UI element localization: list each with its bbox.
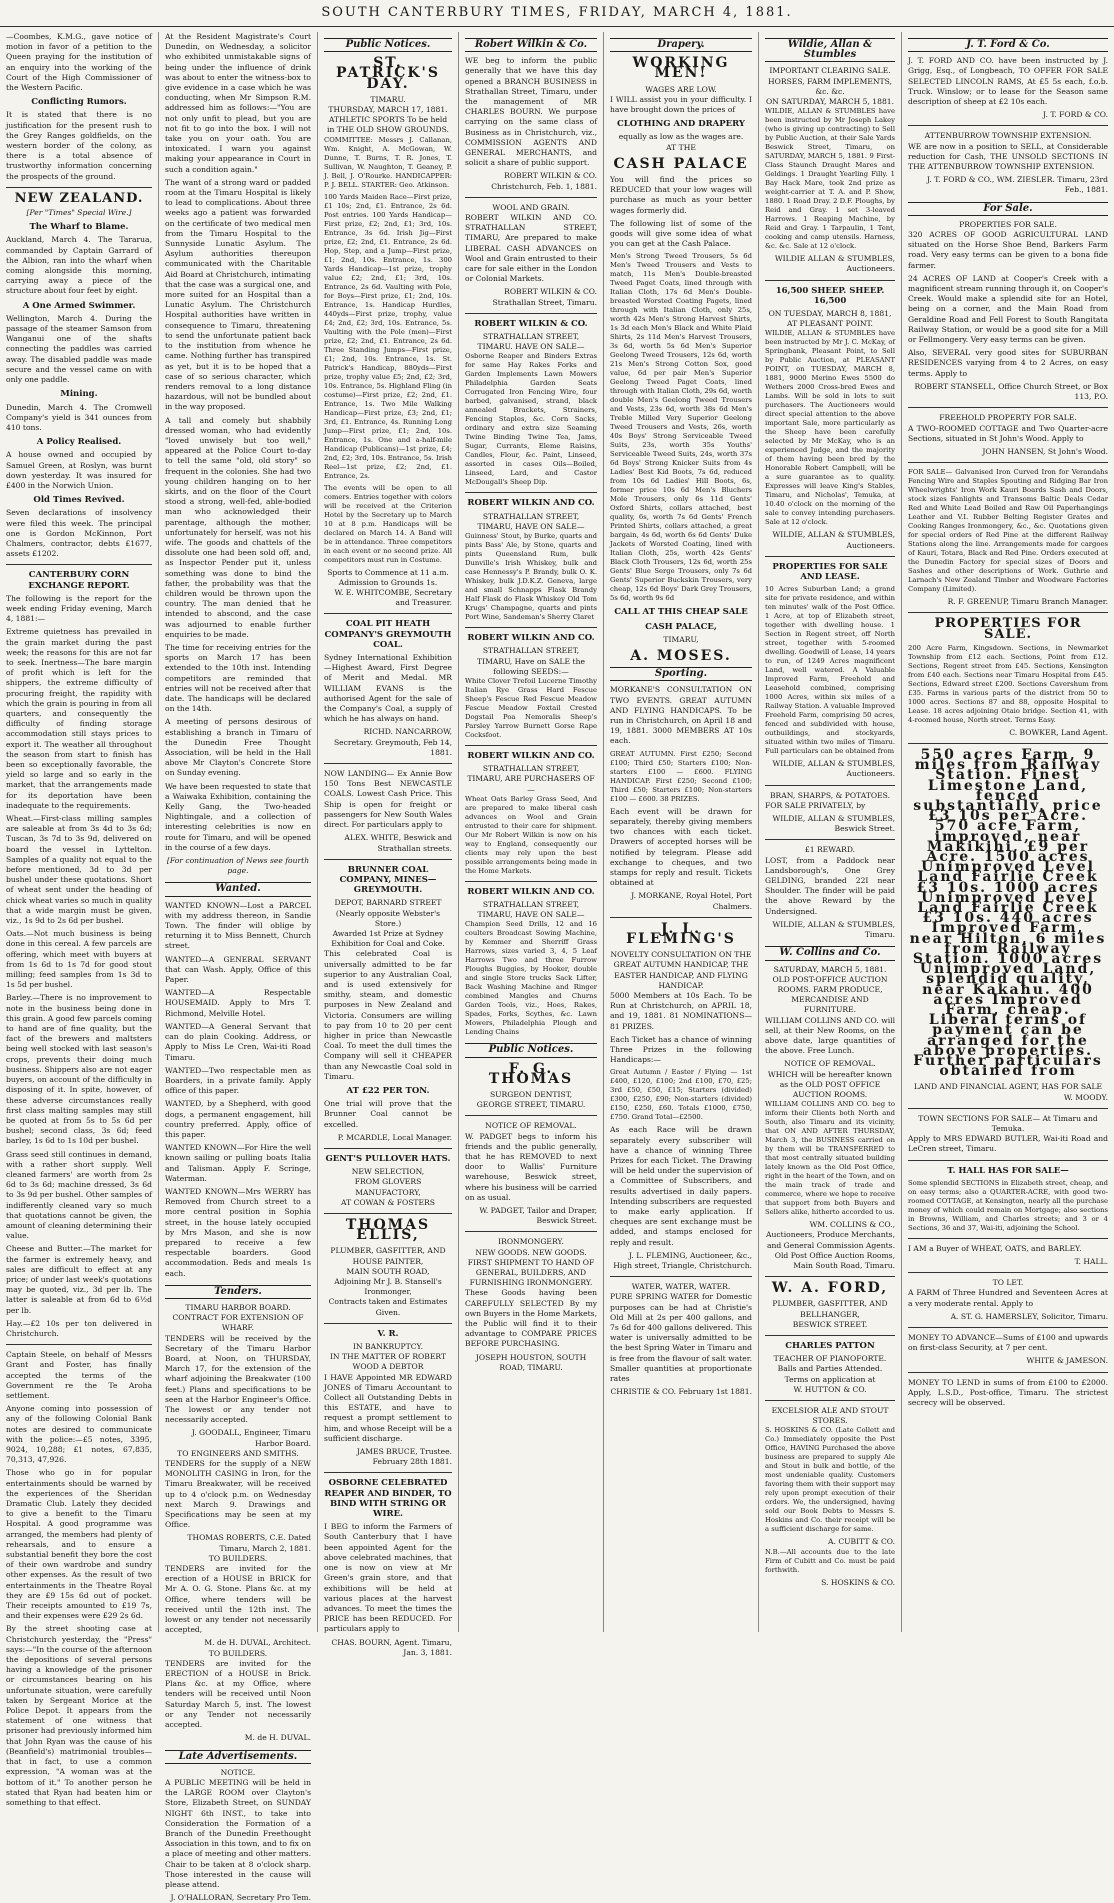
ad-body: WILDIE, ALLAN & STUMBLES have been instructed by Mr Joseph Lakey (who is giving up contracting) to Sell by Public Auction, at their Sale Yards Beswick Street, Timaru, on SATURDAY, MARCH 5, 1881. 9 First-Class Staunch Draught Mares and Geldings. 1 Draught Yearling Filly. 1 Bay Hack Mare, took 2nd prize as weight-carrier at T. A. and P. Show, 1880. 1 Road Dray. 2 D.F. Ploughs, by Reid and Gray. 1 set 3-leaved Harrows. 1 Reaping Machine, by Reid and Gray. 1 Tarpaulin, 1 Tent, cooking and camp utensils. Harness, &c. &c. Sale at 12 o'clock. <box>765 107 895 251</box>
classified-ad: WANTED KNOWN—Lost a PARCEL with my address thereon, in Sandie Town. The finder will oblige by returning it to Miss Bennett, Church street. <box>165 900 311 951</box>
ad-body: I HAVE Appointed MR EDWARD JONES of Timaru Accountant to Collect all Outstanding Debts in this ESTATE, and have to request a prompt settlement to him, and whose Receipt will be a sufficient discharge. <box>324 1372 452 1443</box>
divider <box>908 743 1108 744</box>
ad-signature: WM. COLLINS & CO., Auctioneers, Produce Merchants, and General Commission Agents. Old Post Office Auction Rooms, Main South Road, Timaru. <box>766 1220 895 1270</box>
divider <box>324 1213 452 1214</box>
ad-signature: J. O'HALLORAN, Secretary Pro Tem. <box>170 1893 311 1903</box>
ad-signature: WILDIE, ALLAN & STUMBLES, Timaru. <box>772 919 895 940</box>
ad-heading: T. HALL HAS FOR SALE— <box>947 1165 1069 1176</box>
ad-signature: WILDIE ALLAN & STUMBLES, Auctioneers. <box>774 254 895 274</box>
ad-signature: JOSEPH HOUSTON, SOUTH ROAD, TIMARU. <box>475 1352 587 1372</box>
section-header-drapery: Drapery. <box>610 38 752 52</box>
ad-line: Contracts taken and Estimates Given. <box>328 1297 448 1317</box>
ad-signature: CHAS. BOURN, Agent. Timaru, Jan. 3, 1881. <box>331 1637 452 1657</box>
paragraph: Seven declarations of insolvency were filed this week. The principal one is Gordon McKinnon, Port Chalmers, contractor, debts £1677, assets £1202. <box>6 508 152 559</box>
ad-line: W. HUTTON & CO. <box>793 1384 867 1394</box>
ad-body: I AM a Buyer of WHEAT, OATS, and BARLEY. <box>908 1243 1082 1253</box>
ad-line: WHICH will be hereafter known as the OLD POST OFFICE AUCTION ROOMS. <box>767 1069 893 1099</box>
divider <box>465 881 597 882</box>
ad-line: FIRST SHIPMENT TO HAND OF GENERAL, BUILDERS, AND FURNISHING IRONMONGERY. <box>467 1257 595 1288</box>
ad-body: 10 Acres Suburban Land; a grand site for private residence, and within ten minutes' walk of the Post Office. 1 Acre, at top of Elizabeth street, together with dwelling house. 1 Section in Regent street, off North street, together with 5-roomed dwelling. Goodwill of Lease, 14 years to run, of 1249 Acres magnificent Land, well watered. A Valuable Improved Farm, Freehold and Leasehold combined, comprising 1000 Acres, within six miles of a Railway Station. A valuable Improved Freehold Farm, comprising 50 acres, fenced and subdivided with house, outbuildings, and stockyards, situated within two miles of Timaru. Full particulars can be obtained from <box>765 585 895 756</box>
ad-body: Osborne Reaper and Binders Extras for same Hay Rakes Forks and Garden Implements Lawn Mowers Philadelphia Garden Seats Corrugated Iron Fencing Wire, four barbed, galvanised, strand, black annealed Brackets, Strainers, Fencing Staples, &c. Corn Sacks, ordinary and extra size Seaming Twine Binding Twine Tea, Jams, Sugar, Currants, Eleme Raisins, Candles, Flour, &c. Paint, Linseed, assorted in cases Oils—Boiled, Linseed, Lard, and Castor McDougall's Sheep Dip. <box>465 352 597 487</box>
ad-body: NOW LANDING— Ex Annie Bow 150 Tons Best NEWCASTLE COALS. Lowest Cash Price. This Ship is open for freight or passengers for New South Wales direct. For particulars apply to <box>324 769 452 830</box>
ad-line: SATURDAY, MARCH 5, 1881. <box>773 964 887 974</box>
ad-body: The following list of some of the goods will give some idea of what you can get at the Cash Palace. <box>610 218 752 249</box>
section-header-robert-wilkin: Robert Wilkin & Co. <box>465 38 597 52</box>
ad-heading: BRUNNER COAL COMPANY, MINES—GREYMOUTH. <box>339 864 437 896</box>
paragraph: The want of a strong ward or padded room at the Timaru Hospital is likely to lead to complications. About three weeks ago a patient was forwarded on the certificate of two medical men from the Timaru Hospital to the Sunnyside Lunatic Asylum. The Asylum authorities thereupon communicated with the Charitable Aid Board at Christchurch, intimating that the case was a surgical one, and more suited for an Hospital than a Lunatic Asylum. The Christchurch Hospital authorities have written in consequence to Timaru, threatening to send the unfortunate patient back to the institution from whence he came. Nothing further has transpired as yet, but it is to be hoped that a case of so serious character, which renders removal to a long distance hazardous, will not be bundled about in the way proposed. <box>165 177 311 412</box>
classified-ad: WANTED, by a Shepherd, with good dogs, a permanent engagement, hill country preferred. Apply, office of this paper. <box>165 1099 311 1139</box>
divider <box>908 612 1108 613</box>
paragraph: Grass seed still continues in demand, with a rather short supply. Well cleaned farmers' are worth from 2s 6d to 3s 6d; machine dressed, 3s 6d to 3s 9d per bushel. Other samples of indifferently cleaned vary so much that quotations cannot be given, the amount of cleaning determining their value. <box>6 1149 152 1241</box>
column-5 <box>603 32 758 1632</box>
ad-heading: PROPERTIES FOR SALE AND LEASE. <box>772 561 888 583</box>
ad-body: WILLIAM COLLINS AND CO. beg to inform their Clients both North and South, also Timaru and its vicinity, that ON AND AFTER THURSDAY, March 3, the BUSINESS carried on by them will be TRANSFERRED to that most centrally situated building lately known as the Old Post Office, right in the heart of the Town, and on the main track of trade and commerce, where we hope to receive that support from both Buyers and Sellers alike, hitherto accorded to us. <box>765 1100 895 1217</box>
ad-signature: P. MCARDLE, Local Manager. <box>337 1132 452 1142</box>
ad-body: 200 Acre Farm, Kingsdown. Sections, in Newmarket Township from £12 each. Sections, Point from £12. Sections, Regent street from £45. Sections, Kensington from £40 each. Sections near Timaru Hospital from £45. Sections, Edward street £200. Sections Cavershum from £35. Farms in various parts of the district from 50 to 1000 acres. Sections 87 and 88, opposite Hospital to Lease. 18 acres adjoining Otaio bridge. Section 41, with 4-roomed house, North street. Terms Easy. <box>908 643 1108 724</box>
ad-heading: TO LET. <box>992 1278 1024 1288</box>
section-title: NEW ZEALAND. <box>14 190 144 206</box>
ad-line: THURSDAY, MARCH 17, 1881. <box>328 105 448 115</box>
paragraph: The time for receiving entries for the sports on March 17 has been extended to the 10th inst. Intending competitors are reminded that entries will not be received after that date. The handicaps will be declared on the 14th. <box>165 642 311 714</box>
ad-line: IN BANKRUPTCY. <box>353 1342 423 1352</box>
ad-body: FOR SALE PRIVATELY, by <box>765 800 866 810</box>
paragraph: Cheese and Butter.—The market for the farmer is extremely heavy, and sales are difficult to effect at any price; of under last week's quotations may be quoted, viz., 3d per lb. The latter is saleable at from 6d to 6½d per lb. <box>6 1244 152 1315</box>
column-2 <box>158 32 317 1903</box>
ad-heading: ROBERT WILKIN & CO. <box>474 318 588 329</box>
ad-body: TENDERS are invited for the ERECTION of a HOUSE in Brick. Plans &c. at my Office, where tenders will be received until Noon Saturday March 5, inst. The lowest or any Tender not necessarily accepted. <box>165 1658 311 1730</box>
divider <box>465 197 597 198</box>
ad-line: PLUMBER, GASFITTER, AND HOUSE PAINTER, <box>330 1246 446 1266</box>
ad-body: MORKANE'S CONSULTATION ON TWO EVENTS. GREAT AUTUMN AND FLYING HANDICAPS. To be run in Christchurch, on April 18 and 19, 1881. 3000 MEMBERS AT 10s each. <box>610 685 752 746</box>
divider <box>908 1327 1108 1328</box>
ad-display-title: A. MOSES. <box>630 648 732 665</box>
ad-body: White Clover Trefoil Lucerne Timothy Italian Rye Grass Hard Fescue Sheep's Fescue Red Fescue Meadow Fescue Meadow Foxtail Crested Dogstail Poa Nemoralis Sheep's Parsley Yarrow Burnett Gorse Rape Cocksfoot. <box>465 676 597 739</box>
divider <box>765 839 895 840</box>
paragraph: Hay.—£2 10s per ton delivered in Christchurch. <box>6 1318 152 1338</box>
column-7 <box>901 32 1114 1632</box>
ad-body: J. T. FORD AND CO. have been instructed by J. Grigg, Esq., of Longbeach, TO OFFER FOR SALE SELECTED LINCOLN RAMS, At £5 5s each, f.o.b. Truck. Winslow; or to lease for the Season same description of sheep at £2 10s each. <box>908 56 1108 107</box>
ad-heading: ROBERT WILKIN AND CO. <box>467 633 595 644</box>
ad-signature: A. ST. G. HAMERSLEY, Solicitor, Timaru. <box>950 1311 1108 1321</box>
ad-body: TENDERS will be received by the Secretary of the Timaru Harbor Board, at Noon, on THURSDAY, March 17, for the extension of the wharf adjoining the Breakwater (100 feet.) Plans and specifications to be seen at the Harbor Engineer's Office. The lowest or any tender not necessarily accepted. <box>165 1333 311 1425</box>
divider <box>324 613 452 614</box>
ad-subheading: CONTRACT FOR EXTENSION OF WHARF. <box>172 1313 304 1333</box>
section-header-late-ads: Late Advertisements. <box>165 1750 311 1764</box>
masthead: SOUTH CANTERBURY TIMES, FRIDAY, MARCH 4, 1881. <box>0 0 1114 27</box>
divider <box>908 1238 1108 1239</box>
news-heading: Old Times Revived. <box>33 495 125 506</box>
ad-line: OLD POST-OFFICE AUCTION ROOMS. FARM PRODUCE, MERCANDISE AND FURNITURE. <box>772 974 888 1015</box>
paragraph: By the street shooting case at Christchurch yesterday, the "Press" says:—"In the course of the afternoon the depositions of several persons having a knowledge of the prisoner or circumstances bearing on his unfortunate situation, were carefully taken by Sergeant Morice at the Police Depot. It appears from the statement of one witness that prisoner had previously informed him that John Ryan was the cause of his (Beanfield's) matrimonial troubles—that in fact, to use a common expression, "A woman was at the bottom of it." To another person he stated that Ryan had beaten him or something to that effect. <box>6 1624 152 1807</box>
divider <box>610 1276 752 1277</box>
divider <box>908 1372 1108 1373</box>
ad-signature: W. PADGET, Tailor and Draper, Beswick Street. <box>479 1205 597 1226</box>
ad-signature: J. T. FORD & CO. <box>1043 110 1108 120</box>
classified-ad: WANTED KNOWN—For Hire the well known sailing or pulling boats Italia and Talisman. Apply F. Scringe, Waterman. <box>165 1143 311 1183</box>
ad-heading: EXCELSIOR ALE AND STOUT STORES. <box>771 1405 889 1426</box>
paragraph: Auckland, March 4. The Tararua, commanded by Captain Garrard of the Albion, ran into the wharf when coming alongside this morning, carrying away a piece of the structure about four feet by eight. <box>6 235 152 296</box>
ad-body: Apply to MRS EDWARD BUTLER, Wai-iti Road and LeCren street, Timaru. <box>908 1134 1108 1154</box>
ad-signature: A. CUBITT & CO. <box>828 1537 895 1547</box>
divider <box>6 1344 152 1345</box>
ad-signature: T. HALL. <box>1074 1257 1108 1267</box>
ad-heading: BRAN, SHARPS, & POTATOES. <box>769 790 891 800</box>
paragraph: It is stated that there is no justification for the present rush to the Grey Ranges goldfields, on the western border of the colony, as there is a total absence of trustworthy information concerning the prospects of the ground. <box>6 110 152 181</box>
ad-line: TIMARU. <box>370 94 406 104</box>
ad-heading: 16,500 SHEEP. SHEEP. 16,500 <box>775 285 885 306</box>
ad-body: W. PADGET begs to inform his friends and the public generally, that he has REMOVED to next door to Wallis' Furniture warehouse, Beswick street, where his business will be carried on as usual. <box>465 1131 597 1202</box>
prize-table: Great Autumn / Easter / Flying — 1st £400, £120, £100; 2nd £100, £70, £25; 3rd £50, £50, £15; Starters (divided) £300, £250, £90; Non-starters (divided) £150, £250, £60. Totals £1000, £750, £750. Grand Total—£2500. <box>610 1068 752 1122</box>
paragraph: Anyone coming into possession of any of the following Colonial Bank notes are desired to communicate with the police:—£5 notes, 3395, 9024, 10,288; £1 notes, 67,835, 70,313, 47,926. <box>6 1404 152 1465</box>
ad-body: WE are now in a position to SELL, at Considerable reduction for Cash, THE UNSOLD SECTIONS IN THE ATTENBURROW TOWNSHIP EXTENSION. <box>908 141 1108 172</box>
paragraph: Wheat.—First-class milling samples are saleable at from 3s 4d to 3s 6d; Tuscan, 3s 7d to 3s 9d, delivered on board the vessel in Lyttelton. Samples of a quality not equal to the before mentioned, 3d to 3d per bushel under these quotations. Short of wheat sent under the heading of chick wheat varies so much in quality that a wide margin must be given, viz., 1s 9d to 2s 6d per bushel. <box>6 814 152 926</box>
ad-line: DEPOT, BARNARD STREET (Nearly opposite Webster's Store.) <box>334 898 442 928</box>
ad-signature: ROBERT WILKIN & CO. Christchurch, Feb. 1, 1881. <box>491 171 597 191</box>
ad-signature: R. F. GREENUP, Timaru Branch Manager. <box>947 597 1108 607</box>
ad-signature: JOHN HANSEN, St John's Wood. <box>982 446 1108 456</box>
paragraph: Those who go in for popular entertainments should be warned by the experiences of the Sheridan Dramatic Club. Lately they decided to give a benefit to the Timaru Hospital. A good programme was arranged, the members had plenty of rehearsals, and to ensure a substantial benefit they bore the cost of their own wardrobe and sundry other expenses. As the result of two entertainments in the Theatre Royal they are £9 15s 6d out of pocket. Their receipts amounted to £19 7s, and their expenses were £29 2s 6d. <box>6 1468 152 1621</box>
ad-heading: NOTICE OF REMOVAL. <box>485 1121 577 1131</box>
divider <box>908 1160 1108 1161</box>
ad-line: TIMARU, <box>663 634 699 644</box>
ad-signature: CHRISTIE & CO. February 1st 1881. <box>610 1387 752 1397</box>
ad-body: A PUBLIC MEETING will be held in the LARGE ROOM over Clayton's Store, Elizabeth Street, on SUNDAY NIGHT 6th INST., to take into Consideration the Formation of a Branch of the Dunedin Freethought Association in this town, and to fix on a place of meeting and other matters. Chair to be taken at 8 o'clock sharp. Those interested in the cause will please attend. <box>165 1777 311 1889</box>
column-4 <box>458 32 603 1632</box>
divider <box>765 1276 895 1277</box>
ad-body: You will find the prices so REDUCED that your low wages will purchase as much as your better wages formerly did. <box>610 175 752 215</box>
ad-line: CASH PALACE, <box>645 621 717 632</box>
ad-heading: IRONMONGERY. <box>498 1237 564 1247</box>
divider <box>908 125 1108 126</box>
ad-body: WILDIE, ALLAN & STUMBLES have been instructed by Mr J. C. McKay, of Springbank, Pleasant Point, to Sell by Public Auction, at PLEASANT POINT, on TUESDAY, MARCH 8, 1881, 9000 Merino Ewes 5500 do Wethers 2000 Cross-bred Ewes and Lambs. Will be sold in lots to suit purchasers. The Auctioneers would direct special attention to the above important Sale, more particularly as the Sheep have been carefully selected by Mr McKay, who is an experienced Judge, and the majority of them having been bred by the Honorable Robert Campbell, will be a sure guarantee as to quality. Expresses will leave King's Stables, Timaru, and Nicholas', Temuka, at 10.40 o'clock on the morning of the sale to convey intending purchasers. Sale at 12 o'clock. <box>765 329 895 527</box>
ad-body: I WILL assist you in your difficulty. I have brought down the prices of <box>610 94 752 115</box>
ad-body: Champion Seed Drills, 12 and 16 coulters Broadcast Sowing Machine, by Kemmer and Sherriff Grass Harrows, sizes varied 3, 4, 5 Leaf Harrows Two and three Furrow Ploughs Buggies, by Hooker, double and single Store trucks Sack Lifter, Back Washing Machine and Ringer combined Mangles and Churns Garden Tools, viz., Hoes, Rakes, Spades, Forks, Scythes, &c. Lawn Mowers, Philadelphia Plough and Lending Chains <box>465 920 597 1037</box>
ad-body: A FARM of Three Hundred and Seventeen Acres at a very moderate rental. Apply to <box>908 1288 1108 1308</box>
ad-signature: ROBERT WILKIN & CO. Strathallan Street, Timaru. <box>492 287 597 307</box>
ad-line: BESWICK STREET. <box>792 1319 868 1329</box>
divider <box>324 763 452 764</box>
ad-signature: RICHD. NANCARROW, Secretary. Greymouth, Feb 14, 1881. <box>333 727 452 757</box>
ad-signature: C. BOWKER, Land Agent. <box>1009 727 1108 737</box>
ad-body: As each Race will be drawn separately every subscriber will have a chance of winning Three Prizes for each Ticket. The Drawing will be held under the supervision of a Committee of Subscribers, and results advertised in daily papers. Intending subscribers are requested to make early application. If cheques are sent exchange must be added, and stamps enclosed for reply and result. <box>610 1125 752 1247</box>
ad-heading: NOTICE. <box>220 1767 256 1777</box>
ad-body: I BEG to inform the Farmers of South Canterbury that I have been appointed Agent for the above celebrated machines, that one is now on view at Mr Green's grain store, and that exhibitions will be held at various places at the harvest advances. To meet the times the PRICE has been REDUCED. For particulars apply to <box>324 1522 452 1634</box>
news-heading: Mining. <box>60 389 98 400</box>
ad-heading: PROPERTIES FOR SALE. <box>959 219 1057 229</box>
ad-body: Men's Strong Tweed Trousers, 5s 6d Men's Tweed Trousers and Vests to match, 11s Men's Double-breasted Tweed Paget Coats, lined through with Italian Cloth, 17s 6d Men's Double-breasted Worsted Coating Pagets, lined through with Italian Cloth, only 25s, worth 42s Men's Strong Harvest Shirts, 1s 3d each Men's Black and White Plaid Shirts, 2s 11d Men's Harvest Trousers, 3s 6d, worth 5s 6d Men's Superior Geelong Tweed Trousers, 12s 6d, worth 21s Men's Strong Cotton Sox, good value, 6d per pair Men's Superior Geelong Tweed Paget Coats, lined through with Italian Cloth, 29s 6d, worth double Men's Geelong Tweed Trousers and Vests, 23s 6d, worth 38s 6d Men's Treble Milled Very Superior Geelong Tweed Trousers and Vests, 26s, worth 40s Boys' Strong Serviceable Tweed Suits, 23s, worth 35s Youths' Serviceable Tweed Suits, 24s, worth 37s 6d Boys' Strong Knicker Suits from 4s Ladies' Best Kid Boots, 7s 6d, reduced from 10s 6d Ladies' Hill Boots, 6s, former price 10s 6d Men's Bluchers Mole Trousers, only 6s 11d Gents' Oxford Shirts, collars attached, best quality, 6s, worth 7s 6d Gents' French Printed Shirts, collars attached, a great bargain, 4s 6d, worth 6s 6d Gents' Duke Jackets of Worsted Coating, lined with Italian Cloth, 25s, worth 42s Gents' Black Cloth Trousers, 12s 6d, worth 25s Gents' Blue Serge Trousers, only 7s 6d Gents' Superior Buckskin Trousers, very cheap, 12s 6d Boys' Dark Grey Trousers, 5s 6d, worth 9s 6d <box>610 252 752 603</box>
ad-body: TENDERS are invited for the erection of a HOUSE in BRICK for Mr A. O. G. Stone. Plans &c. at my Office, where tenders will be received until the 12th inst. The lowest or any tender not necessarily accepted, <box>165 1564 311 1635</box>
divider <box>908 1108 1108 1109</box>
ad-signature: WILDIE, ALLAN & STUMBLES, Auctioneers. <box>772 530 895 550</box>
ad-heading: TOWN SECTIONS FOR SALE— At Timaru and Temuka. <box>918 1113 1098 1134</box>
divider <box>324 859 452 860</box>
ad-body: One trial will prove that the Brunner Coal cannot be excelled. <box>324 1099 452 1129</box>
divider <box>765 1335 895 1336</box>
section-title: CANTERBURY CORN EXCHANGE REPORT. <box>28 570 130 591</box>
ad-line: SURGEON DENTIST, <box>489 1089 573 1099</box>
paragraph: Extreme quietness has prevailed in the grain market during the past week; the reasons for this are not far to seek. Inertness—The bare margin of profit which is left for the shippers, the extreme difficulty of procuring freight, the rapidity with which the grain is pouring in from all quarters, and consequently the difficulty of finding storage accommodation still stays prices to export it. The weather all throughout the season from start to finish has been so exceptionally favorable, the yield so large and so early in the market, that the arrangements made for its deportation have been inadequate to the requirements. <box>6 627 152 810</box>
ad-body: WE beg to inform the public generally that we have this day opened a BRANCH BUSINESS in Strathallan Street, Timaru, under the management of MR CHARLES BOURN. We purpose carrying on the same class of Business as in Christchurch, viz., COMMISSION AGENTS AND GENERAL MERCHANTS, and solicit a share of public support. <box>465 56 597 168</box>
divider <box>465 745 597 746</box>
ad-display-title: CHARLES PATTON <box>785 1340 875 1351</box>
ad-signature: J. T. FORD & CO., WM. ZIESLER. Timaru, 23rd Feb., 1881. <box>926 175 1108 195</box>
paragraph: Captain Steele, on behalf of Messrs Grant and Foster, has finally accepted the terms of the Government re the Te Aroha settlement. <box>6 1350 152 1400</box>
divider <box>465 1231 597 1232</box>
ad-display-title: ST. PATRICK'S DAY. <box>336 55 440 92</box>
ad-signature: M. de H. DUVAL. <box>244 1733 311 1743</box>
ad-body: 24 ACRES OF LAND at Cooper's Creek with a magnificent stream running through it, on Cooper's Creek. Would make a splendid site for an Hotel, being on a corner, and the Main Road from Geraldine Road and Fell Forest to South Rangitata Railway Station, or would be a good site for a Mill or Fellmongery. Very easy terms can be given. <box>908 273 1108 345</box>
ad-signature: M. de H. DUVAL, Architect. <box>204 1638 311 1648</box>
ad-body: MONEY TO LEND in sums of from £100 to £2000. Apply, L.S.D., Post-office, Timaru. The strictest secrecy will be observed. <box>908 1377 1108 1408</box>
classified-ad: WANTED—Two respectable men as Boarders, in a private family. Apply office of this paper. <box>165 1065 311 1096</box>
column-3 <box>317 32 458 1657</box>
ad-body: 5000 Members at 10s Each. To be Run at Christchurch, on APRIL 18, and 19, 1881. 81 NOMINATIONS—81 PRIZES. <box>610 990 752 1031</box>
ad-heading: £1 REWARD. <box>804 845 856 855</box>
ad-line: STRATHALLAN STREET, TIMARU, ARE PURCHASERS OF— <box>467 764 595 794</box>
ad-body: These Goods having been CAREFULLY SELECTED By my own Buyers in the Home Markets, the Public will find it to their advantage to COMPARE PRICES BEFORE PURCHASING. <box>465 1288 597 1349</box>
ad-heading: ROBERT WILKIN AND CO. <box>467 498 595 509</box>
divider <box>610 917 752 918</box>
ad-heading: TO BUILDERS. <box>208 1553 268 1563</box>
column-6 <box>758 32 901 1632</box>
ad-heading: WATER, WATER, WATER. <box>631 1282 731 1292</box>
ad-line: WAGES ARE LOW. <box>645 84 717 94</box>
ad-signature: WILDIE, ALLAN & STUMBLES, Auctioneers. <box>772 759 895 779</box>
ad-body: MONEY TO ADVANCE—Sums of £100 and upwards on first-class Security, at 7 per cent. <box>908 1333 1108 1353</box>
divider <box>324 1472 452 1473</box>
ad-body: COMMITTEE: Messrs J. Callanan, Wm. Knight, A. McGowan, W. Dunne, T. Burns, T. R. Jones, T. Sullivan, W. Naughton, T. Geaney, P. J. Bell, J. O'Rourke. HANDICAPPER: P. J. BELL. STARTER: Geo. Atkinson. <box>324 135 452 189</box>
ad-signature: J. GOODALL, Engineer, Timaru Harbor Board. <box>191 1428 311 1448</box>
ad-heading: NOTICE OF REMOVAL. <box>784 1059 876 1069</box>
paragraph: Barley.—There is no improvement to note in the business being done in this grain. A good few parcels coming to hand are of fine quality, but the fact of the brewers and maltsters being well stocked with last season's crops, prevents their doing much business. Shippers also are not eager buyers, on account of the difficulty in disposing of it. In spite, however, of these adverse circumstances really first class malting samples may still be quoted at from 5s to 5s 6d per bushel; second class, 3s 6d; feed barley, 1s 6d to 1s 10d per bushel. <box>6 993 152 1146</box>
ad-line: FROM GLOVERS MANUFACTORY, <box>354 1177 422 1197</box>
ad-body: PURE SPRING WATER for Domestic purposes can be had at Christie's Old Mill at 2s per 400 gallons, and 7s 6d for 400 gallons delivered. This water is universally admitted to be the best Spring Water in Timaru and is free from the flavour of salt water. Smaller quantities at proportionate rates <box>610 1292 752 1384</box>
paragraph: Wellington, March 4. During the passage of the steamer Samson from Wanganui one of the shafts connecting the paddles was carried away. The disabled paddle was made secure and the vessel came on with only one paddle. <box>6 313 152 385</box>
ad-display-title: J. L. FLEMING'S <box>626 920 736 947</box>
section-header-collins: W. Collins and Co. <box>765 946 895 960</box>
ad-body: A TWO-ROOMED COTTAGE and Two Quarter-acre Sections, situated in St John's Wood. Apply to <box>908 423 1108 443</box>
ad-body: This celebrated Coal is universally admitted to be far superior to any Australian Coal, and is used extensively for smithy, steam, and domestic purposes in New Zealand and Victoria. Consumers are willing to pay from 10 to 20 per cent higher in price than Newcastle Coal. To meet the dull times the Company will sell it CHEAPER than any Newcastle Coal sold in Timaru. <box>324 949 452 1081</box>
paragraph: A tall and comely but shabbily dressed woman, who had evidently "loved unwisely but too well," appeared at the Police Court to-day to tell the same "old, old story" so frequent in the colonies. She had two young children hanging on to her skirts, and on the floor of the Court stood a strong, well-fed, able-bodied man who acknowledged their parentage, although the mother, unfortunately for herself, was not his wife. The goods and chattels of the dissolute one had been sold off, and, as Inspector Pender put it, unless something was done to bind the father, the probability was that the children would be thrown upon the country. The man denied that he intended to abscond, and the case was adjourned to enable further enquiries to be made. <box>165 415 311 639</box>
ad-signature: JAMES BRUCE, Trustee. February 28th 1881. <box>356 1447 452 1467</box>
ad-body: FOR SALE— Galvanised Iron Curved Iron for Verandahs Fencing Wire and Staples Spouting and Ridging Bar Iron Wheelwrights' Iron Work Kauri Boards Sash and Doors, stock sizes Fanlights and Transoms Baltic Deals Cedar Red and White Lead Boiled and Raw Oil Paperhangings Leather and V.I. Rubber Belting Register Grates and Cooking Ranges Ironmongery, &c., &c. Quotations given for special orders of Red Pine at the different Railway Stations along the line. Arrangements made for cargoes of Kauri, Totara, Black and Red Pine. Orders executed at the Dunedin Factory for special sizes of Doors and Sashes and other descriptions of Work. Guthrie and Larnach's New Zealand Timber and Woodware Factories Company (Limited). <box>908 468 1108 594</box>
ad-display-title: CASH PALACE <box>613 155 749 172</box>
divider <box>908 462 1108 463</box>
divider <box>765 1400 895 1401</box>
ad-body: Some splendid SECTIONS in Elizabeth street, cheap, and on easy terms; also a QUARTER-ACRE, with good two-roomed COTTAGE, at Kensington, nearly all the purchase money of which could remain on Mortgage; also sections in Browns, William, and Charles streets; and 3 or 4 Sections, 36 and 37, Wai-iti, adjoining the School. <box>908 1178 1108 1232</box>
ad-line: GEORGE STREET, TIMARU. <box>476 1100 586 1110</box>
divider <box>908 407 1108 408</box>
ad-heading: ROBERT WILKIN AND CO. <box>467 750 595 761</box>
continuation-note: [For continuation of News see fourth page. <box>166 856 310 876</box>
divider <box>465 1115 597 1116</box>
ad-line: AT COWAN & FOSTERS <box>341 1197 435 1207</box>
section-header-public-notices: Public Notices. <box>465 1043 597 1057</box>
ad-heading: TO ENGINEERS AND SMITHS. <box>177 1448 299 1458</box>
ad-heading: IMPORTANT CLEARING SALE. <box>769 66 891 76</box>
divider <box>765 556 895 557</box>
ad-line: Awarded 1st Prize at Sydney Exhibition for Coal and Coke. <box>331 928 445 949</box>
classified-ad: WANTED—A GENERAL SERVANT that can Wash. Apply, Office of this Paper. <box>165 954 311 985</box>
news-heading: The Wharf to Blame. <box>29 222 129 233</box>
ad-signature: ROBERT STANSELL, Office Church Street, or Box 113, P.O. <box>914 381 1108 402</box>
ad-body: Wheat Oats Barley Grass Seed, And are prepared to make liberal cash advances on Wool and Grain entrusted to their care for shipment. Our Mr Robert Wilkin is now on his way to England, consequently our clients may rely upon the best possible arrangements being made in the Home Markets. <box>465 794 597 875</box>
ad-heading: TIMARU HARBOR BOARD. <box>185 1302 291 1312</box>
paragraph: Dunedin, March 4. The Cromwell Company's yield is 341 ounces from 410 tons. <box>6 402 152 432</box>
ad-line: CALL AT THIS CHEAP SALE <box>614 607 748 618</box>
ad-line: Sports to Commence at 11 a.m. Admission to Grounds 1s. <box>327 567 449 587</box>
ad-body: Each Ticket has a chance of winning Three Prizes in the following Handicaps:— <box>610 1034 752 1065</box>
divider <box>765 785 895 786</box>
news-heading: A One Armed Swimmer. <box>22 300 136 311</box>
ad-line: STRATHALLAN STREET, TIMARU, HAVE ON SALE— <box>477 899 585 920</box>
ad-signature: J. MORKANE, Royal Hotel, Port Chalmers. <box>631 891 752 911</box>
ad-signature: J. L. FLEMING, Auctioneer, &c., High street, Triangle, Christchurch. <box>613 1250 752 1270</box>
ad-signature: ALEX. WHITE, Beswick and Strathallan streets. <box>344 833 452 853</box>
ad-body: The events will be open to all comers. Entries together with colors will be received at the Criterion Hotel by the Secretary up to March 10 at 8 p.m. Handicaps will be declared on March 14. A Band will be in attendance. Three competitors in each event or no second prize. All competitors must run in Costume. <box>324 483 452 564</box>
ad-line: NEW SELECTION, <box>351 1167 425 1177</box>
ad-display-title: THOMAS ELLIS, <box>345 1217 431 1244</box>
ad-line: STRATHALLAN STREET, TIMARU, HAVE ON SALE— <box>477 511 585 531</box>
divider <box>6 187 152 188</box>
ad-heading: TO BUILDERS. <box>208 1648 268 1658</box>
ad-line: ON SATURDAY, MARCH 5, 1881. <box>765 97 895 107</box>
ad-line: ON TUESDAY, MARCH 8, 1881, AT PLEASANT POINT. <box>768 309 892 329</box>
ad-display-title: WORKING MEN! <box>632 55 730 82</box>
ad-line: Adjoining Mr J. B. Stansell's Ironmonger, <box>334 1277 442 1297</box>
ad-line: STRATHALLAN STREET, TIMARU, Have on SALE the following SEEDS:— <box>477 646 585 676</box>
ad-signature: WHITE & JAMESON. <box>1026 1356 1108 1366</box>
section-header-for-sale: For Sale. <box>908 202 1108 216</box>
divider <box>765 280 895 281</box>
ad-body: S. HOSKINS & CO. (Late Collett and Co.) Immediately opposite the Post Office, HAVING Purchased the above business are prepared to supply Ale and Stout in bulk and bottle, of the most undeniable quality. Customers favoring them with their support may rely upon prompt execution of their orders. We, the undersigned, having sold our Book Debts to Messrs S. Hoskins and Co. their receipt will be a sufficient discharge for same. <box>765 1426 895 1534</box>
ad-heading: ROBERT WILKIN AND CO. <box>467 886 595 897</box>
section-header-jt-ford: J. T. Ford & Co. <box>908 38 1108 52</box>
divider <box>6 564 152 565</box>
divider <box>908 1272 1108 1273</box>
ad-line: NOVELTY CONSULTATION ON THE GREAT AUTUMN HANDICAP, THE EASTER HANDICAP, AND FLYING HANDICAP. <box>610 950 752 990</box>
ad-display-title: 550 acres Farm, 9 miles from Railway Station. Finest Limestone Land, fenced substantially, price £3 10s per Acre. 570 acre Farm, improved, near Makikihi, £9 per Acre. 1500 acres Unimproved Level Land Fairlie Creek £3 10s. 1000 acres Unimproved Level Land Fairlie Creek £3 10s. 440 acres Improved Farm, near Hilton, 6 miles from Railway Station. 1000 acres Unimproved Land, splendid quality, near Kakahu. 400 acres Improved Farm, cheap. Liberal terms of payment can be arranged for the above properties. Further particulars obtained from <box>909 746 1107 1080</box>
ad-line: TEACHER OF PIANOFORTE. <box>773 1354 887 1364</box>
ad-heading: COAL PIT HEATH COMPANY'S GREYMOUTH COAL. <box>324 619 452 650</box>
ad-line: HORSES, FARM IMPLEMENTS, &c. &c. <box>768 76 892 96</box>
news-heading: A Policy Realised. <box>36 437 122 448</box>
ad-signature: S. HOSKINS & CO. <box>821 1577 895 1587</box>
paragraph: The following is the report for the week ending Friday evening, March 4, 1881:— <box>6 593 152 624</box>
ad-line: ATHLETIC SPORTS To be held in THE OLD SHOW GROUNDS. <box>327 115 449 135</box>
ad-display-title: PROPERTIES FOR SALE. <box>934 616 1082 642</box>
paragraph: At the Resident Magistrate's Court Dunedin, on Wednesday, a solicitor who exhibited unmistakable signs of being under the influence of drink was about to enter the witness-box to give evidence in a case which he was conducting, when Mr Simpson R.M. addressed him as follows:—"You are not only unfit to plead, but you are not fit to go into the box. I will not take you on your oath. You are intoxicated. I warn you against making your appearance in Court in such a condition again." <box>165 32 311 174</box>
ad-line: NEW GOODS. NEW GOODS. <box>475 1247 587 1257</box>
section-subtitle: [Per "Times" Special Wire.] <box>26 208 132 218</box>
ad-body: Guinness' Stout, by Burke, quarts and pints Bass' Ale, by Stone, quarts and pints Queensland Rum, bulk Dunville's Irish Whiskey, bulk and case Hennessy's P. Brandy, bulk O. K. Whiskey, bulk J.D.K.Z. Geneva, large and small Schnapps Flask Brandy Half Flask do Flask Whiskey Old Tom Krugs' Champagne, quarts and pints Port Wine, Sandeman's Sherry Claret <box>465 532 597 622</box>
paragraph: —Coombes, K.M.G., gave notice of motion in favor of a petition to the Queen praying for the institution of an enquiry into the working of the Court of the High Commissioner of the Western Pacific. <box>6 32 152 93</box>
ad-line: PLUMBER, GASFITTER, AND BELLHANGER, <box>772 1299 888 1319</box>
ad-body: Each event will be drawn for separately, thereby giving members two chances with each ticket. Drawers of accepted horses will be notified by telegram. Please add exchange to cheques, and two stamps for reply and result. Tickets obtained at <box>610 806 752 888</box>
ad-line: IN THE MATTER OF ROBERT WOOD A DEBTOR <box>329 1352 447 1372</box>
ad-line: STRATHALLAN STREET, TIMARU. HAVE ON SALE— <box>477 332 585 352</box>
ad-signature: W. E. WHITCOMBE, Secretary and Treasurer. <box>334 588 452 608</box>
section-header-wanted: Wanted. <box>165 882 311 896</box>
ad-display-title: F. G. THOMAS <box>488 1060 574 1087</box>
ad-body: 100 Yards Maiden Race—First prize, £1 10s; 2nd, £1. Entrance, 2s 6d. Post entries. 100 Yards Handicap—First prize, £2; 2nd, £1; 3rd, 10s. Entrance, 3s 6d. Irish Jig—First prize, £2; 2nd, £1. Entrance, 2s 6d. Hop, Step, and a Jump—First prize, £1; 2nd, 10s. Entrance, 1s. 300 Yards Handicap—1st prize, trophy value £2; 2nd, £1; 3rd, 10s. Entrance, 2s 6d. Vaulting with Pole, for Boys—First prize, £1; 2nd, 10s. Entrance, 1s. Handicap Hurdles, 440yds—First prize, trophy, value £4; 2nd, £2; 3rd, 10s. Entrance, 5s. Vaulting with the Pole (men)—First prize, £2; 2nd, £1. Entrance, 2s 6d. Three Standing Jumps—First prize, £1; 2nd, 10s. Entrance, 1s. St. Patrick's Handicap, 880yds—First prize, trophy value £5; 2nd, £2; 3rd, 10s. Entrance, 5s. Highland Fling (in costume)—First prize, £2; 2nd, £1. Entrance, 1s. Two Mile Walking Handicap—First prize, £3; 2nd, £1; 3rd, £1. Entrance, 4s. Running Long Jump—First prize, £1; 2nd, 10s. Entrance, 1s. One and a-half-mile Handicap (Publicans)—1st prize, £4; 2nd, £2; 3rd, 10s. Entrance, 5s. Irish Reel—1st prize, £2; 2nd, £1. Entrance, 2s. <box>324 192 452 480</box>
divider <box>465 313 597 314</box>
news-heading: Conflicting Rumors. <box>31 97 127 108</box>
ad-line: AT THE <box>666 142 696 152</box>
ad-body: Also, SEVERAL very good sites for SUBURBAN RESIDENCES varying from 4 to 2 Acres, on easy terms. Apply to <box>908 348 1108 378</box>
paragraph: A house owned and occupied by Samuel Green, at Roslyn, was burnt down yesterday. It was insured for £400 in the Norwich Union. <box>6 450 152 490</box>
prize-table: GREAT AUTUMN. First £250; Second £100; Third £50; Starters £100; Non-starters £100 — £600. FLYING HANDICAP. First £250; Second £100; Third £50; Starters £100; Non-starters £100 — £600. 38 PRIZES. <box>610 749 752 803</box>
ad-signature: W. MOODY. <box>1063 1092 1108 1102</box>
ad-display-title: GENT'S PULLOVER HATS. <box>325 1153 451 1164</box>
ad-heading: FREEHOLD PROPERTY FOR SALE. <box>939 413 1077 423</box>
paragraph: We have been requested to state that a Waiwaka Exhibition, containing the Kelly Gang, the Two-headed Nightingale, and a collection of interesting celebrities is now en route for Timaru, and will be opened in the course of a few days. <box>165 781 311 852</box>
section-header-wildie-allan: Wildie, Allan & Stumbles <box>765 38 895 62</box>
ad-body: WILLIAM COLLINS AND CO. will sell, at their New Rooms, on the above date, large quantities of the above. Free Lunch. <box>765 1015 895 1056</box>
ad-line: LAND AND FINANCIAL AGENT, HAS FOR SALE <box>913 1082 1103 1092</box>
column-1 <box>0 32 158 1807</box>
ad-line: Balls and Parties Attended. <box>777 1364 883 1374</box>
ad-body: 320 ACRES OF GOOD AGRICULTURAL LAND situated on the Horse Shoe Bend, Barkers Farm road. Very easy terms can be given to a bona fide farmer. <box>908 230 1108 270</box>
ad-line: CLOTHING AND DRAPERY <box>617 119 745 130</box>
ad-line: equally as low as the wages are. <box>618 132 744 142</box>
ad-body: N.B.—All accounts due to the late Firm of Cubitt and Co. must be paid forthwith. <box>765 1547 895 1574</box>
paragraph: Oats.—Not much business is being done in this cereal. A few parcels are offering, which meet with buyers at from 1s 6d to 1s 7d for good stout milling; feed samples from 1s 3d to 1s 5d per bushel. <box>6 929 152 990</box>
ad-heading: OSBORNE CELEBRATED REAPER AND BINDER, TO BIND WITH STRING OR WIRE. <box>324 1478 452 1520</box>
ad-line: Terms on application at <box>784 1374 876 1384</box>
ad-heading: WOOL AND GRAIN. <box>492 202 570 212</box>
section-header-sporting: Sporting. <box>610 667 752 681</box>
ad-body: Sydney International Exhibition—Highest Award, First Degree of Merit and Medal. MR WILLIAM EVANS is the authorised Agent for the sale of the Company's Coal, a supply of which he has always on hand. <box>324 653 452 724</box>
ad-price: AT £22 PER TON. <box>346 1085 430 1096</box>
ad-line: MAIN SOUTH ROAD, <box>346 1266 430 1276</box>
ad-heading: V. R. <box>377 1328 399 1339</box>
divider <box>324 1323 452 1324</box>
ad-signature: WILDIE, ALLAN & STUMBLES, Beswick Street. <box>772 814 895 834</box>
divider <box>465 492 597 493</box>
section-header-public-notices: Public Notices. <box>324 38 452 52</box>
section-header-tenders: Tenders. <box>165 1285 311 1299</box>
ad-display-title: W. A. FORD, <box>771 1280 889 1297</box>
divider <box>324 1148 452 1149</box>
ad-body: TENDERS for the supply of a NEW MONOLITH CASING in Iron, for the Timaru Breakwater, will be received up to 4 o'clock p.m. on Wednesday next March 9. Drawings and Specifications may be seen at my Office. <box>165 1459 311 1530</box>
divider <box>465 627 597 628</box>
ad-signature: THOMAS ROBERTS, C.E. Dated Timaru, March 2, 1881. <box>187 1533 311 1553</box>
ad-heading: ATTENBURROW TOWNSHIP EXTENSION. <box>924 131 1092 141</box>
paragraph: A meeting of persons desirous of establishing a branch in Timaru of the Dunedin Free Thought Association, will be held in the Hall above Mr Clayton's Concrete Store on Sunday evening. <box>165 717 311 778</box>
classified-ad: WANTED—A Respectable HOUSEMAID. Apply to Mrs T. Richmond, Melville Hotel. <box>165 988 311 1018</box>
ad-body: LOST, from a Paddock near Landsborough's, One Grey GELDING, branded 22I near Shoulder. The finder will be paid the above Reward by the Undersigned. <box>765 855 895 916</box>
ad-body: ROBERT WILKIN AND CO. STRATHALLAN STREET, TIMARU, Are prepared to make LIBERAL CASH ADVANCES on Wool and Grain entrusted to their care for sale either in the London or Colonial Markets. <box>465 213 597 284</box>
classified-ad: WANTED—A General Servant that can do plain Cooking. Address, or Apply to Miss Le Cren, Wai-iti Road Timaru. <box>165 1021 311 1062</box>
classified-ad: WANTED KNOWN—Mrs WERRY has Removed from Church street to a more central position in Sophia street, in the house lately occupied by Mrs Mason, and she is now prepared to receive a few respectable boarders. Good accommodation. Beds and meals 1s each. <box>165 1186 311 1278</box>
